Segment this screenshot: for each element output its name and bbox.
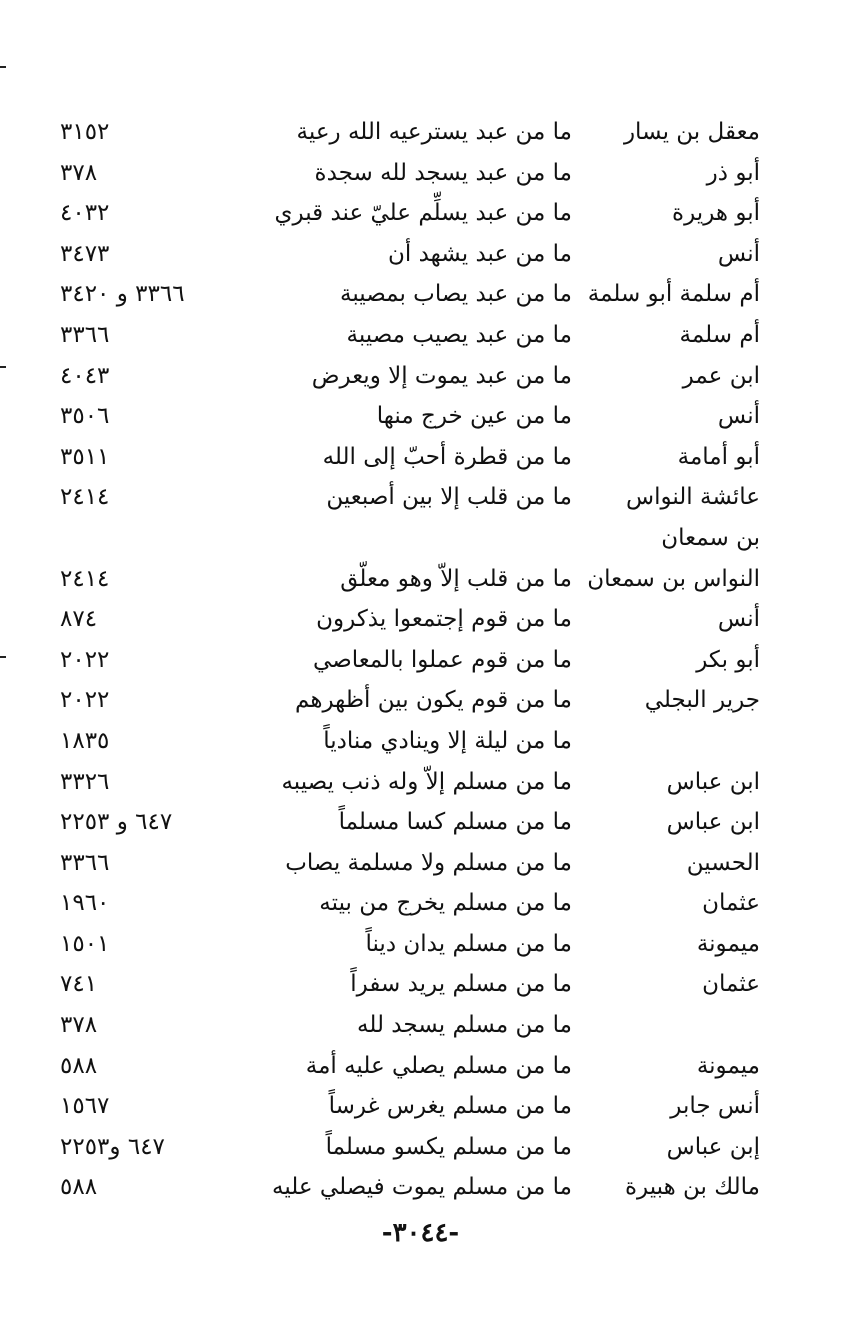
hadith-incipit: ما من مسلم يدان ديناً — [365, 930, 572, 957]
narrator-name: أنس — [717, 403, 760, 430]
edge-mark — [0, 66, 6, 68]
hadith-incipit: ما من قوم إجتمعوا يذكرون — [316, 606, 572, 633]
index-row — [60, 883, 775, 924]
index-row — [60, 924, 775, 965]
index-row — [60, 843, 775, 884]
hadith-reference-number — [60, 1127, 245, 1167]
index-row — [60, 680, 775, 721]
hadith-incipit: ما من مسلم يخرج من بيته — [319, 890, 572, 917]
reference-text: ٦٤٧ و ٢٢٥٣ — [60, 809, 173, 836]
hadith-reference-number — [60, 1167, 245, 1207]
narrator-name: أبو بكر — [696, 646, 760, 673]
hadith-incipit: ما من قلب إلاّ وهو معلّق — [340, 565, 572, 592]
hadith-reference-number — [60, 802, 245, 842]
narrator-name: أبو ذر — [706, 159, 760, 186]
index-row — [60, 193, 775, 234]
narrator-name: أنس جابر — [670, 1093, 760, 1120]
reference-text: ٣٧٨ — [60, 159, 98, 186]
narrator-name: جرير البجلي — [644, 687, 760, 714]
narrator-name: النواس بن سمعان — [587, 565, 760, 592]
hadith-incipit: ما من عبد يسترعيه الله رعية — [296, 119, 572, 145]
narrator-name: عثمان — [702, 890, 760, 917]
hadith-reference-number — [60, 843, 245, 883]
hadith-reference-number — [60, 396, 245, 436]
hadith-incipit: ما من عبد يسلِّم عليّ عند قبري — [274, 200, 572, 227]
hadith-incipit: ما من مسلم يغرس غرساً — [328, 1093, 572, 1120]
narrator-name: ميمونة — [696, 1052, 760, 1079]
hadith-incipit: ما من عبد يسجد لله سجدة — [314, 159, 572, 186]
reference-text: ٣٥٠٦ — [60, 403, 110, 430]
narrator-name: عائشة النواس — [626, 484, 760, 511]
hadith-incipit: ما من عبد يصاب بمصيبة — [340, 281, 572, 308]
hadith-reference-number — [60, 193, 245, 233]
reference-text: ٧٤١ — [60, 971, 98, 998]
reference-text: ٥٨٨ — [60, 1052, 98, 1079]
index-row — [60, 640, 775, 681]
narrator-name: مالك بن هبيرة — [624, 1174, 760, 1201]
hadith-reference-number — [60, 559, 245, 599]
reference-text: ٤٠٣٢ — [60, 200, 110, 227]
hadith-reference-number — [60, 356, 245, 396]
index-row — [60, 1127, 775, 1168]
reference-text: ٢٠٢٢ — [60, 687, 110, 714]
narrator-name: معقل بن يسار — [623, 119, 760, 145]
edge-mark — [0, 366, 6, 368]
index-row — [60, 112, 775, 153]
index-row — [60, 477, 775, 518]
index-row — [60, 518, 775, 559]
page-number: -٣٠٤٤- — [381, 1218, 460, 1248]
narrator-name: أبو أمامة — [677, 443, 760, 470]
reference-text: ٢٤١٤ — [60, 565, 110, 592]
hadith-reference-number — [60, 437, 245, 477]
hadith-reference-number — [60, 274, 245, 314]
reference-text: ٣٥١١ — [60, 443, 110, 470]
reference-text: ٣٣٦٦ و ٣٤٢٠ — [60, 281, 185, 308]
hadith-incipit: ما من قوم عملوا بالمعاصي — [313, 646, 572, 673]
reference-text: ٨٧٤ — [60, 606, 98, 633]
hadith-incipit: ما من عين خرج منها — [376, 403, 572, 430]
hadith-incipit: ما من مسلم كسا مسلماً — [338, 809, 572, 836]
narrator-name: ميمونة — [696, 930, 760, 957]
hadith-incipit: ما من عبد يصيب مصيبة — [346, 321, 572, 348]
hadith-reference-number — [60, 315, 245, 355]
narrator-name: أبو هريرة — [672, 200, 760, 227]
index-row — [60, 356, 775, 397]
hadith-incipit: ما من عبد يشهد أن — [387, 240, 572, 267]
reference-text: ٣٤٧٣ — [60, 240, 110, 267]
hadith-incipit: ما من مسلم يموت فيصلي عليه — [272, 1174, 572, 1201]
index-row — [60, 802, 775, 843]
hadith-incipit: ما من مسلم يصلي عليه أمة — [305, 1052, 572, 1079]
reference-text: ٣٧٨ — [60, 1012, 98, 1039]
hadith-reference-number — [60, 1046, 245, 1086]
hadith-reference-number — [60, 153, 245, 193]
narrator-name: الحسين — [686, 849, 760, 876]
index-row — [60, 559, 775, 600]
hadith-incipit: ما من مسلم يريد سفراً — [350, 971, 572, 998]
hadith-incipit: ما من ليلة إلا وينادي منادياً — [323, 727, 572, 754]
narrator-name: أم سلمة — [679, 321, 760, 348]
reference-text: ١٥٦٧ — [60, 1093, 110, 1120]
index-row — [60, 153, 775, 194]
reference-text: ٦٤٧ و٢٢٥٣ — [60, 1133, 165, 1160]
index-row — [60, 234, 775, 275]
index-row — [60, 599, 775, 640]
hadith-reference-number — [60, 762, 245, 802]
index-row — [60, 721, 775, 762]
narrator-name: ابن عباس — [666, 809, 760, 836]
narrator-name: أنس — [717, 606, 760, 633]
hadith-index-table — [60, 112, 775, 1208]
index-row — [60, 315, 775, 356]
index-row — [60, 1005, 775, 1046]
hadith-reference-number — [60, 924, 245, 964]
reference-text: ٣٣٦٦ — [60, 321, 110, 348]
narrator-name: إبن عباس — [666, 1133, 760, 1160]
narrator-name: عثمان — [702, 971, 760, 998]
index-row — [60, 1086, 775, 1127]
hadith-reference-number — [60, 234, 245, 274]
hadith-reference-number — [60, 518, 245, 558]
narrator-name: ابن عباس — [666, 768, 760, 795]
hadith-incipit: ما من مسلم يسجد لله — [357, 1012, 572, 1039]
edge-mark — [0, 656, 6, 658]
index-row — [60, 437, 775, 478]
hadith-reference-number — [60, 883, 245, 923]
hadith-reference-number — [60, 599, 245, 639]
reference-text: ١٥٠١ — [60, 930, 110, 957]
index-row — [60, 964, 775, 1005]
reference-text: ٤٠٤٣ — [60, 362, 110, 389]
hadith-reference-number — [60, 721, 245, 761]
narrator-name: ابن عمر — [682, 362, 760, 389]
reference-text: ٢٠٢٢ — [60, 646, 110, 673]
index-row — [60, 1167, 775, 1208]
index-row — [60, 396, 775, 437]
hadith-incipit: ما من قلب إلا بين أصبعين — [326, 484, 572, 511]
reference-text: ٣١٥٢ — [60, 119, 110, 145]
hadith-reference-number — [60, 1005, 245, 1045]
index-row — [60, 1046, 775, 1087]
index-row — [60, 762, 775, 803]
index-row — [60, 274, 775, 315]
hadith-reference-number — [60, 640, 245, 680]
hadith-reference-number — [60, 680, 245, 720]
reference-text: ١٩٦٠ — [60, 890, 110, 917]
reference-text: ١٨٣٥ — [60, 727, 110, 754]
hadith-incipit: ما من مسلم ولا مسلمة يصاب — [285, 849, 572, 876]
narrator-name: أم سلمة أبو سلمة — [587, 281, 760, 308]
hadith-incipit: ما من قوم يكون بين أظهرهم — [295, 687, 572, 714]
reference-text: ٥٨٨ — [60, 1174, 98, 1201]
reference-text: ٣٣٢٦ — [60, 768, 110, 795]
narrator-name: بن سمعان — [661, 524, 760, 551]
hadith-reference-number — [60, 477, 245, 517]
hadith-incipit: ما من مسلم يكسو مسلماً — [325, 1133, 572, 1160]
narrator-name: أنس — [717, 240, 760, 267]
hadith-incipit: ما من قطرة أحبّ إلى الله — [322, 443, 572, 470]
reference-text: ٢٤١٤ — [60, 484, 110, 511]
hadith-incipit: ما من عبد يموت إلا ويعرض — [311, 362, 572, 389]
hadith-reference-number — [60, 964, 245, 1004]
hadith-incipit: ما من مسلم إلاّ وله ذنب يصيبه — [281, 768, 572, 795]
reference-text: ٣٣٦٦ — [60, 849, 110, 876]
hadith-reference-number — [60, 112, 245, 152]
hadith-reference-number — [60, 1086, 245, 1126]
